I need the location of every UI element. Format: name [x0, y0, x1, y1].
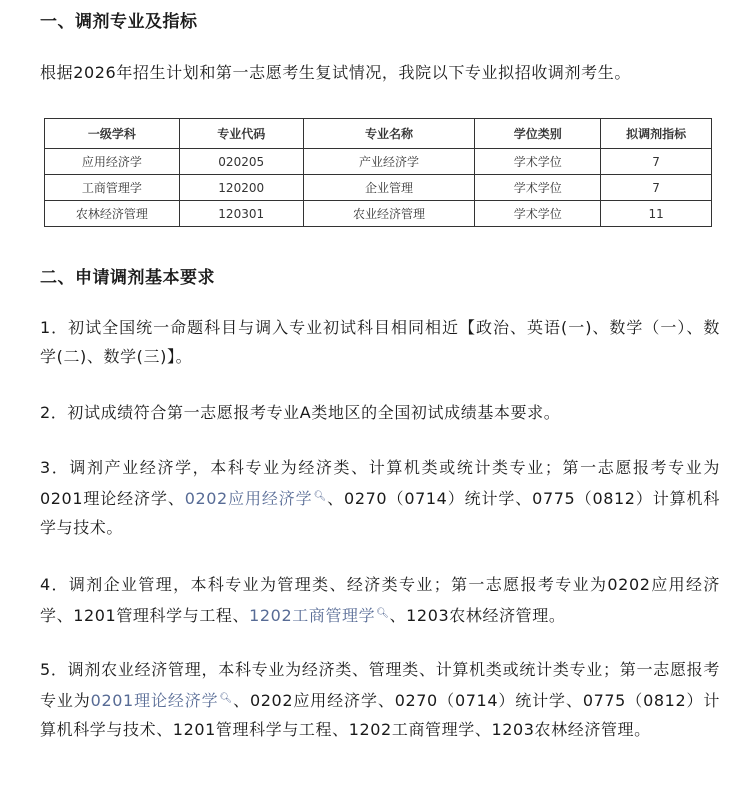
table-row: [45, 175, 712, 201]
table-cell: 应用经济学: [45, 149, 180, 175]
table-cell: 农业经济管理: [303, 201, 475, 227]
section-heading-requirements: 二、申请调剂基本要求: [40, 268, 215, 288]
requirement-5-text: 5．调剂农业经济管理，本科专业为经济类、管理类、计算机类或统计类专业；第一志愿报考专业为: [40, 660, 720, 710]
requirement-3-text-end: 、0270（0714）统计学、0775（0812）计算机科学与技术。: [40, 489, 720, 537]
link-label[interactable]: 0202应用经济学: [184, 489, 313, 508]
table-cell: 7: [601, 149, 712, 175]
table-cell: 120301: [179, 201, 303, 227]
column-header-quota: 拟调剂指标: [601, 119, 712, 149]
section-heading-quota: 一、调剂专业及指标: [40, 12, 198, 32]
table-cell: 工商管理学: [45, 175, 180, 201]
requirement-5: [40, 655, 720, 744]
table-cell: 企业管理: [303, 175, 475, 201]
link-label[interactable]: 0201理论经济学: [90, 691, 219, 710]
requirement-5-text-end: 、0202应用经济学、0270（0714）统计学、0775（0812）计算机科学与技术、1201管理科学与工程、1202工商管理学、1203农林经济管理。: [40, 691, 721, 739]
table-cell: 11: [601, 201, 712, 227]
table-cell: 120200: [179, 175, 303, 201]
table-cell: 农林经济管理: [45, 201, 180, 227]
table-row: [45, 201, 712, 227]
table-cell: 020205: [179, 149, 303, 175]
search-link-applied-economics[interactable]: [185, 489, 327, 508]
requirement-4-text: 4．调剂企业管理，本科专业为管理类、经济类专业；第一志愿报考专业为0202应用经济学、1201管理科学与工程、: [40, 575, 720, 625]
column-header-major-name: 专业名称: [303, 119, 475, 149]
table-cell: 7: [601, 175, 712, 201]
quota-table: [44, 118, 712, 227]
intro-paragraph: 根据2026年招生计划和第一志愿考生复试情况，我院以下专业拟招收调剂考生。: [40, 63, 631, 82]
table-row: [45, 149, 712, 175]
link-label[interactable]: 1202工商管理学: [249, 606, 376, 625]
table-cell: 学术学位: [475, 175, 601, 201]
requirement-1: 1．初试全国统一命题科目与调入专业初试科目相同相近【政治、英语(一)、数学（一）、数学(二)、数学(三)】。: [40, 318, 720, 366]
search-icon[interactable]: 🔍︎: [219, 693, 234, 704]
requirement-4-text-end: 、1203农林经济管理。: [389, 606, 566, 625]
column-header-discipline: 一级学科: [45, 119, 180, 149]
table-cell: 产业经济学: [303, 149, 475, 175]
table-cell: 学术学位: [475, 201, 601, 227]
table-cell: 学术学位: [475, 149, 601, 175]
column-header-degree-type: 学位类别: [475, 119, 601, 149]
search-icon[interactable]: 🔍︎: [313, 491, 328, 502]
search-link-business-administration[interactable]: [249, 606, 389, 625]
requirement-3: [40, 453, 720, 542]
column-header-major-code: 专业代码: [179, 119, 303, 149]
requirement-2: 2．初试成绩符合第一志愿报考专业A类地区的全国初试成绩基本要求。: [40, 403, 561, 422]
search-icon[interactable]: 🔍︎: [376, 608, 390, 619]
requirement-3-text: 3．调剂产业经济学，本科专业为经济类、计算机类或统计类专业；第一志愿报考专业为0201理论经济学、: [40, 458, 720, 508]
search-link-theoretical-economics[interactable]: [91, 691, 233, 710]
requirement-4: [40, 570, 720, 630]
table-header-row: [45, 119, 712, 149]
